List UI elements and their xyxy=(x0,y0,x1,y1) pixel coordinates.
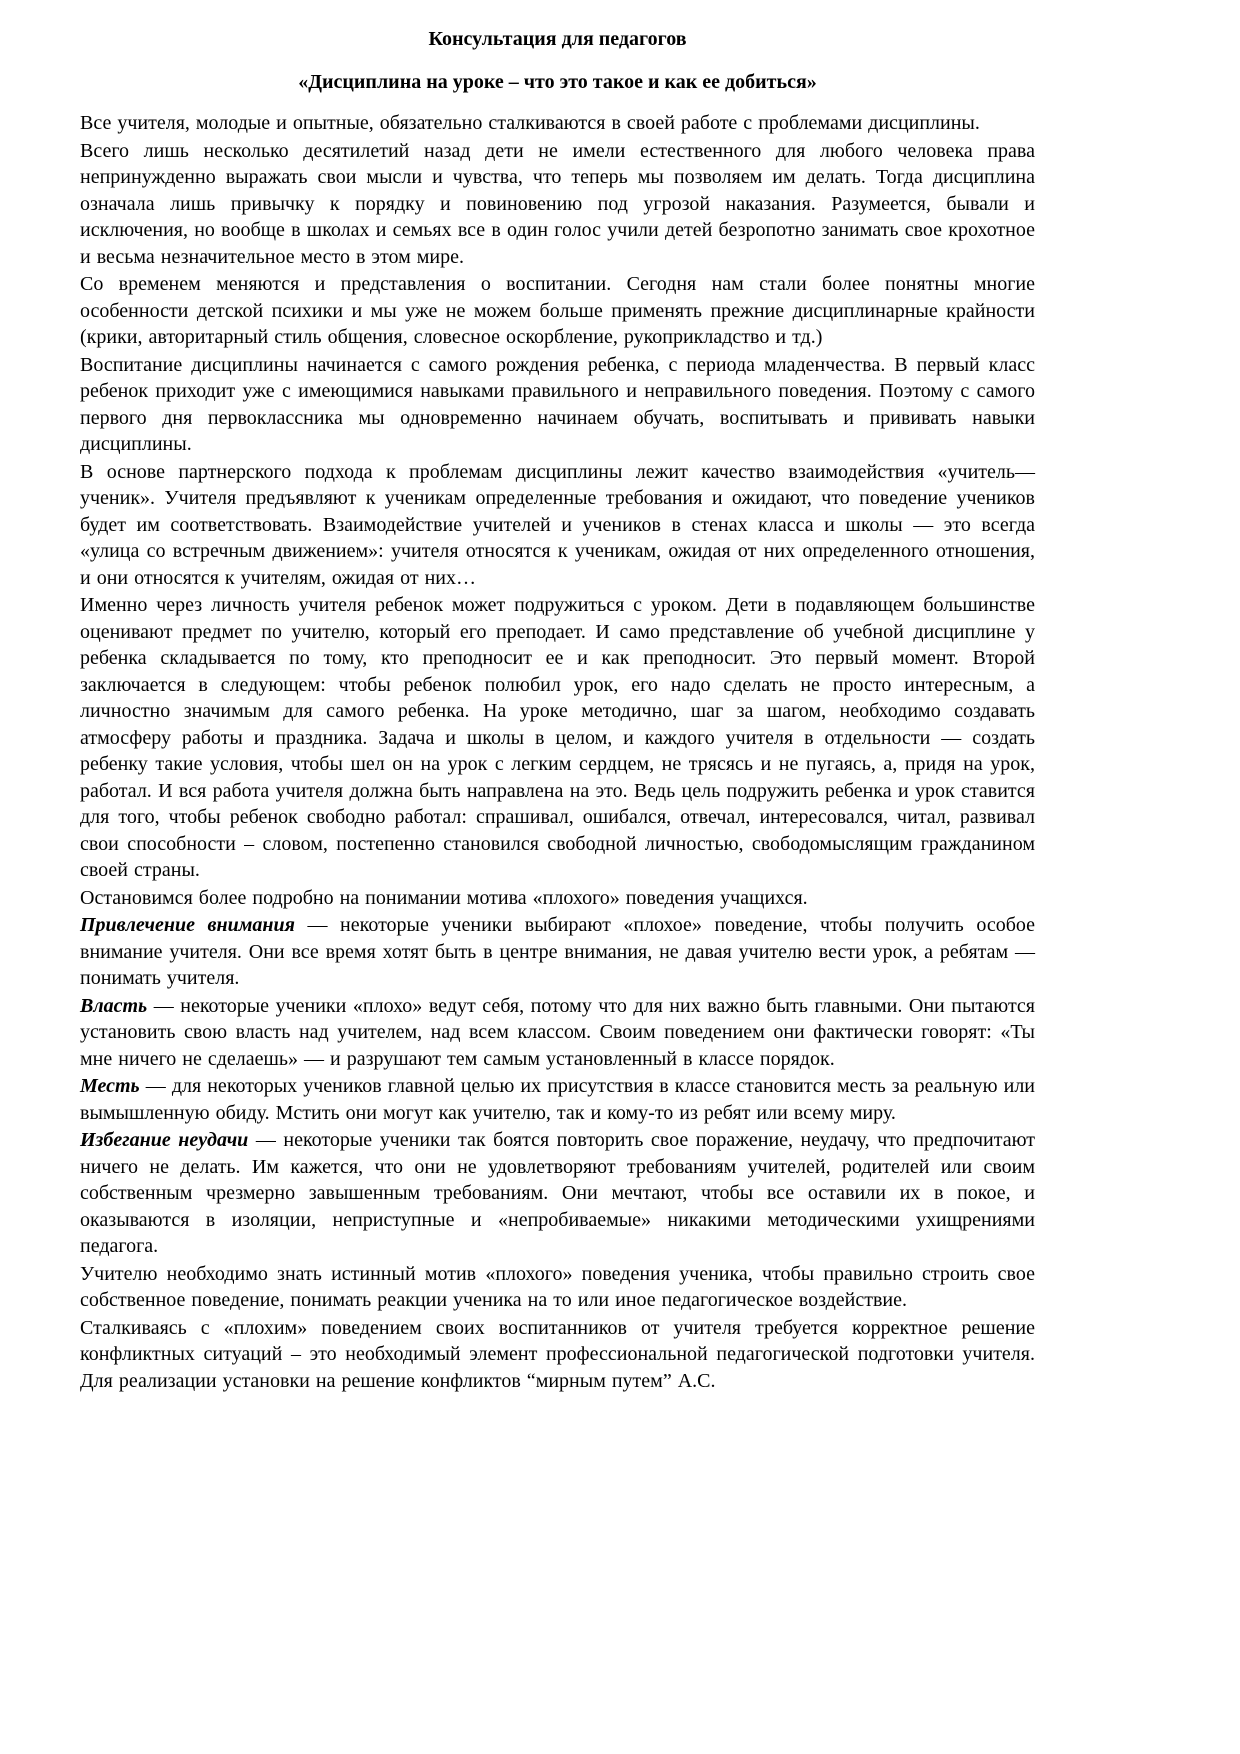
paragraph-motive-revenge xyxy=(80,1073,1035,1126)
paragraph-partnership: В основе партнерского подхода к проблемам дисциплины лежит качество взаимодействия «учитель—ученик». Учителя предъявляют к ученикам определенные требования и ожидают, что поведение учеников будет им соответствовать. Взаимодействие учителей и учеников в стенах класса и школы — это всегда «улица со встречным движением»: учителя относятся к ученикам, ожидая от них определенного отношения, и они относятся к учителям, ожидая от них… xyxy=(80,460,1035,589)
paragraph-changing-views: Со временем меняются и представления о воспитании. Сегодня нам стали более понятны многие особенности детской психики и мы уже не можем больше применять прежние дисциплинарные крайности (крики, авторитарный стиль общения, словесное оскорбление, рукоприкладство и тд.) xyxy=(80,273,1035,348)
paragraph-motives-intro: Остановимся более подробно на понимании мотива «плохого» поведения учащихся. xyxy=(80,886,808,909)
paragraph-true-motive: Учителю необходимо знать истинный мотив «плохого» поведения ученика, чтобы правильно строить свое собственное поведение, понимать реакции ученика на то или иное педагогическое воздействие. xyxy=(80,1262,1035,1311)
motive-term-avoidance: Избегание неудачи xyxy=(80,1129,249,1151)
motive-term-attention: Привлечение внимания xyxy=(80,914,295,936)
motive-term-power: Власть xyxy=(80,994,148,1017)
document-title: Консультация для педагогов xyxy=(428,28,687,50)
paragraph-history: Всего лишь несколько десятилетий назад дети не имели естественного для любого человека права непринужденно выражать свои мысли и чувства, что теперь мы позволяем им делать. Тогда дисциплина означала лишь привычку к порядку и повиновению под угрозой наказания. Разумеется, бывали и исключения, но вообще в школах и семьях все в один голос учили детей безропотно занимать свое крохотное и весьма незначительное место в этом мире. xyxy=(80,139,1035,268)
paragraph-motive-avoidance xyxy=(80,1127,1035,1260)
document-subtitle: «Дисциплина на уроке – что это такое и как ее добиться» xyxy=(298,71,817,93)
motive-text-revenge: — для некоторых учеников главной целью их присутствия в классе становится месть за реальную или вымышленную обиду. Мстить они могут как учителю, так и кому-то из ребят или всему миру. xyxy=(80,1075,1035,1124)
motive-text-power: — некоторые ученики «плохо» ведут себя, потому что для них важно быть главными. Они пытаются установить свою власть над учителем, над всем классом. Своим поведением они фактически говорят: «Ты мне ничего не сделаешь» — и разрушают тем самым установленный в классе порядок. xyxy=(80,994,1035,1070)
paragraph-teacher-personality: Именно через личность учителя ребенок может подружиться с уроком. Дети в подавляющем большинстве оценивают предмет по учителю, который его преподает. И само представление об учебной дисциплине у ребенка складывается по тому, кто преподносит ее и как преподносит. Это первый момент. Второй заключается в следующем: чтобы ребенок полюбил урок, его надо сделать не просто интересным, а личностно значимым для самого ребенка. На уроке методично, шаг за шагом, необходимо создавать атмосферу работы и праздника. Задача и школы в целом, и каждого учителя в отдельности — создать ребенку такие условия, чтобы шел он на урок с легким сердцем, не трясясь и не пугаясь, а, придя на урок, работал. И вся работа учителя должна быть направлена на это. Ведь цель подружить ребенка и урок ставится для того, чтобы ребенок свободно работал: спрашивал, ошибался, отвечал, интересовался, читал, развивал свои способности – словом, постепенно становился свободной личностью, свободомыслящим гражданином своей страны. xyxy=(80,594,1035,881)
paragraph-motive-attention xyxy=(80,912,1035,992)
motive-term-revenge: Месть xyxy=(80,1075,140,1097)
paragraph-motive-power xyxy=(80,993,1035,1073)
paragraph-upbringing: Воспитание дисциплины начинается с самого рождения ребенка, с периода младенчества. В первый класс ребенок приходит уже с имеющимися навыками правильного и неправильного поведения. Поэтому с самого первого дня первоклассника мы одновременно начинаем обучать, воспитывать и прививать навыки дисциплины. xyxy=(80,353,1035,455)
motive-text-attention: — некоторые ученики выбирают «плохое» поведение, чтобы получить особое внимание учителя. Они все время хотят быть в центре внимания, не давая учителю вести урок, а ребятам — понимать учителя. xyxy=(80,914,1035,989)
paragraph-intro: Все учителя, молодые и опытные, обязательно сталкиваются в своей работе с проблемами дисциплины. xyxy=(80,112,980,134)
paragraph-conflict-resolution: Сталкиваясь с «плохим» поведением своих воспитанников от учителя требуется корректное решение конфликтных ситуаций – это необходимый элемент профессиональной педагогической подготовки учителя. Для реализации установки на решение конфликтов “мирным путем” А.С. xyxy=(80,1316,1035,1392)
motive-text-avoidance: — некоторые ученики так боятся повторить свое поражение, неудачу, что предпочитают ничего не делать. Им кажется, что они не удовлетворяют требованиям учителей, родителей или своим собственным чрезмерно завышенным требованиям. Они мечтают, чтобы все оставили их в покое, и оказываются в изоляции, неприступные и «непробиваемые» никакими методическими ухищрениями педагога. xyxy=(80,1129,1035,1257)
